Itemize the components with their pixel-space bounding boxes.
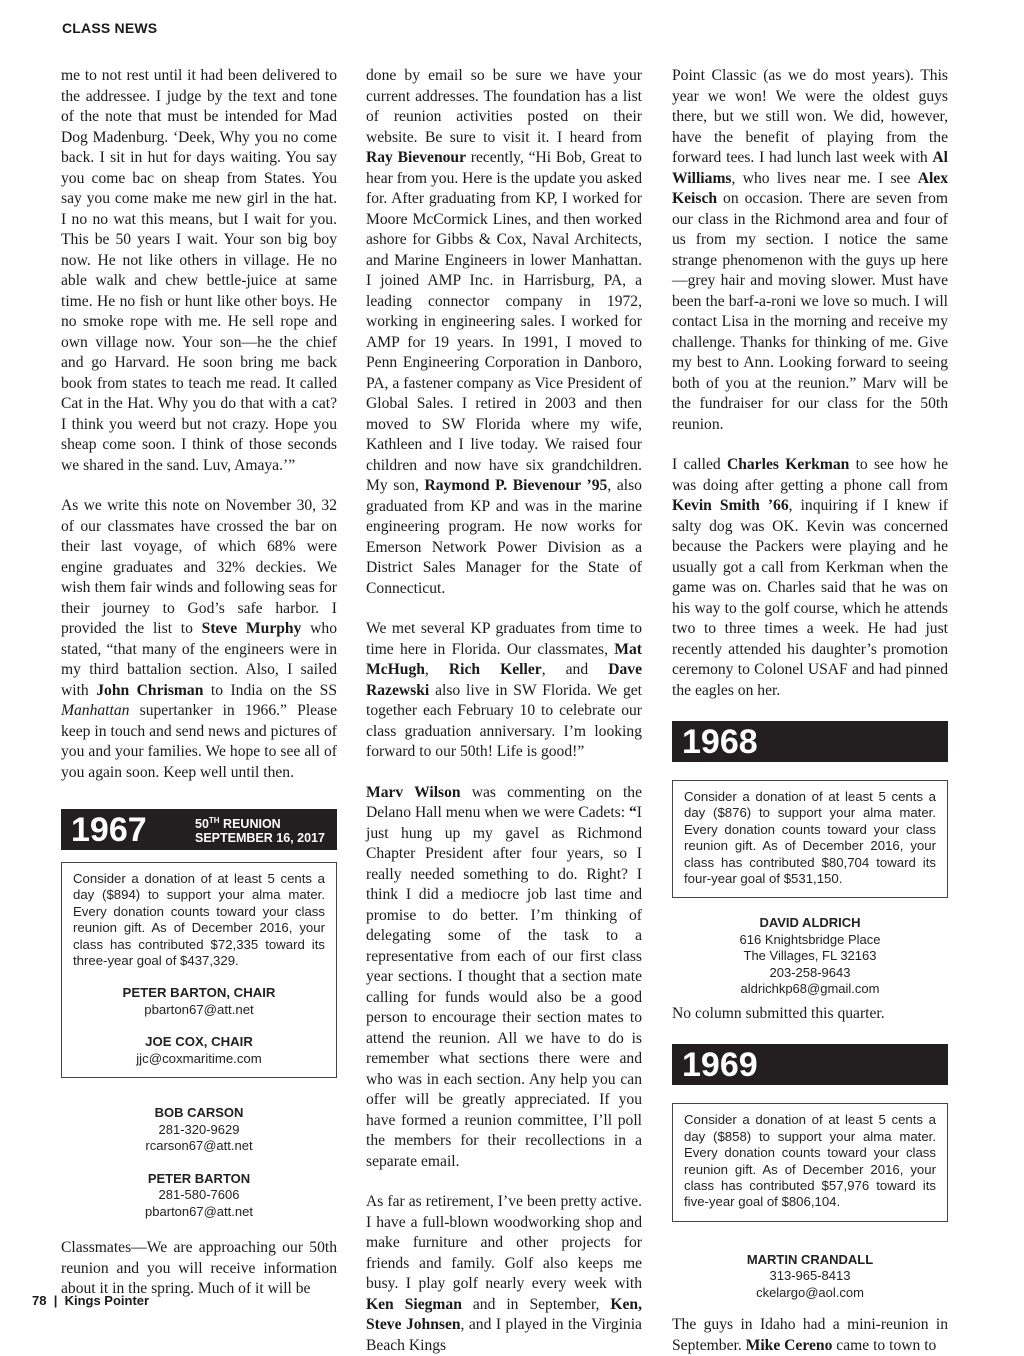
article-paragraph: me to not rest until it had been delivered to the addressee. I judge by the text and tone of the note that must be intended for Mad Dog Madenburg. ‘Deek, Why you no come back. I sit in hut for days waiting. You say you come bac on sheap from States. You say you come make me new girl in the hat. I no no wat this means, but I wait for you. This be 50 years I wait. Your son big boy now. He not like others in village. He no able walk and chew bettle-juice at same time. He no fish or hunt like other boys. He no smoke rope with me. He sell rope and own village now. Your son—he the chief and go Harvard. He soon bring me back book from states to teach me read. It called Cat in the Hat. Why you do that with a cat? I think you weerd but not crazy. Hope you sheap come soon. I think of those seconds we shared in the sand. Luv, Amaya.’”	[61, 67, 337, 474]
contact-phone: 281-320-9629	[158, 1121, 240, 1137]
contact-email[interactable]: pbarton67@att.net	[145, 1203, 253, 1219]
reunion-label: 50TH REUNION SEPTEMBER 16, 2017	[195, 816, 325, 846]
classmate-name: John Chrisman	[96, 681, 204, 699]
article-paragraph: As far as retirement, I’ve been pretty active. I have a full-blown woodworking shop and make furniture and other projects for friends and family. Golf also keeps me busy. I play golf nearly every week with Ken Siegman and in September, Ken, Steve Johnsen, and I played in the Virginia Beach Kings	[366, 1193, 642, 1354]
contact-phone: 313-965-8413	[769, 1268, 851, 1284]
donation-box-1969	[672, 1103, 948, 1221]
donation-text: Consider a donation of at least 5 cents a day ($894) to support your alma mater. Every donation counts toward your class reunion gift. As of December 2016, your class has contributed $72,335 toward its three-year goal of $437,329.	[73, 871, 325, 969]
contact-address: The Villages, FL 32163	[743, 948, 877, 964]
classmate-name: Ken Siegman	[366, 1295, 462, 1313]
donation-text: Consider a donation of at least 5 cents a day ($858) to support your alma mater. Every donation counts toward your class reunion gift. As of December 2016, your class has contributed $57,976 toward its five-year goal of $806,104.	[684, 1112, 936, 1210]
article-paragraph: The guys in Idaho had a mini-reunion in September. Mike Cereno came to town to	[672, 1316, 948, 1354]
contact-block	[672, 1252, 948, 1302]
contact-name: PETER BARTON	[147, 1170, 251, 1186]
ship-name: Manhattan	[61, 702, 130, 719]
class-1967-banner	[61, 809, 337, 850]
chair-name: PETER BARTON, CHAIR	[122, 985, 276, 1001]
article-paragraph: As we write this note on November 30, 32 of our classmates have crossed the bar on their last voyage, of which 68% were engine graduates and 32% deckies. We wish them fair winds and following seas for their journey to God’s safe harbor. I provided the list to Steve Murphy who stated, “that many of the engineers were in my third battalion section. Also, I sailed with John Chrisman to India on the SS Manhattan supertanker in 1966.” Please keep in touch and send news and pictures of you and your families. We hope to see all of you again soon. Keep well until then.	[61, 497, 337, 781]
classmate-name: Kevin Smith ’66	[672, 497, 789, 514]
page-number: 78	[32, 1293, 47, 1308]
article-paragraph: Marv Wilson was commenting on the Delano Hall menu when we were Cadets: “I just hung up my gavel as Richmond Chapter President after four years, so I really needed something to do. Right? I think I did a mediocre job last time and promise to do better. I’m thinking of delegating some of the task to a representative from each of our first class year sections. I thought that a section mate calling for funds would also be a good person to encourage their section mates to attend the reunion. All we have to do is remember what sections there were and who was in each section. Any help you can offer will be greatly appreciated. If you have formed a reunion committee, I’ll poll the members for their recollections in a separate email.	[366, 783, 642, 1170]
contact-address: 616 Knightsbridge Place	[739, 931, 881, 947]
donation-box-1967	[61, 862, 337, 1078]
donation-text: Consider a donation of at least 5 cents a day ($876) to support your alma mater. Every donation counts toward your class reunion gift. As of December 2016, your class has contributed $80,704 toward its four-year goal of $531,150.	[684, 789, 936, 887]
article-paragraph: done by email so be sure we have your current addresses. The foundation has a list of reunion activities posted on their website. Be sure to visit it. I heard from Ray Bievenour recently, “Hi Bob, Great to hear from you. Here is the update you asked for. After graduating from KP, I worked for Moore McCormick Lines, and then worked ashore for Gibbs & Cox, Naval Architects, and Marine Engineers in lower Manhattan. I joined AMP Inc. in Harrisburg, PA, a leading connector company in 1972, working in engineering sales. I worked for AMP for 19 years. In 1991, I moved to Penn Engineering Corporation in Danboro, PA, a fastener company as Vice President of Global Sales. I retired in 2003 and then moved to SW Florida where my wife, Kathleen and I live today. We raised four children and now have six grandchildren. My son, Raymond P. Bievenour ’95, also graduated from KP and was in the marine engineering program. He now works for Emerson Network Power Division as a District Sales Manager for the State of Connecticut.	[366, 67, 642, 597]
donation-box-1968	[672, 780, 948, 898]
class-year: 1969	[682, 1046, 758, 1085]
class-1968-banner	[672, 721, 948, 762]
classmate-name: Charles Kerkman	[726, 456, 850, 473]
classmate-name: Ken, Steve Johnsen	[366, 1295, 642, 1333]
contact-name: BOB CARSON	[154, 1105, 244, 1121]
reunion-date: SEPTEMBER 16, 2017	[195, 831, 325, 846]
classmate-name: Raymond P. Bievenour ’95	[424, 477, 608, 494]
classmate-name: Marv Wilson	[366, 783, 461, 801]
classmate-name: Steve Murphy	[201, 620, 302, 637]
chair-email[interactable]: jjc@coxmaritime.com	[136, 1050, 262, 1066]
classmate-name: Alex Keisch	[672, 169, 948, 207]
classmate-name: Al Williams	[672, 149, 948, 187]
article-paragraph: Classmates—We are approaching our 50th reunion and you will receive information about it in the spring. Much of it will be	[61, 1239, 337, 1298]
contact-block	[61, 1105, 337, 1220]
classmate-name: Mat McHugh	[366, 640, 642, 678]
classmate-name: Rich Keller	[448, 661, 542, 678]
contact-name: MARTIN CRANDALL	[746, 1251, 874, 1267]
classmate-name: Ray Bievenour	[366, 149, 467, 166]
contact-email[interactable]: aldrichkp68@gmail.com	[740, 981, 880, 997]
classmate-name: Mike Cereno	[745, 1336, 833, 1354]
column-2	[366, 66, 642, 1356]
contact-phone: 203-258-9643	[769, 964, 851, 980]
article-paragraph: I called Charles Kerkman to see how he was doing after getting a phone call from Kevin Smith ’66, inquiring if I knew if salty dog was OK. Kevin was concerned because the Packers were playing and he usually got a call from Kerkman when the game was on. Charles said that he was on his way to the golf course, which he attends two to three times a week. He had just recently attended his daughter’s promotion ceremony to Colonel USAF and had pinned the eagles on her.	[672, 456, 949, 699]
column-1	[61, 66, 337, 1300]
class-1969-banner	[672, 1044, 948, 1085]
contact-email[interactable]: rcarson67@att.net	[145, 1138, 253, 1154]
contact-phone: 281-580-7606	[158, 1187, 240, 1203]
class-year: 1968	[682, 723, 758, 761]
article-paragraph: Point Classic (as we do most years). This year we won! We were the oldest guys there, but we still won. We did, however, have the benefit of playing from the forward tees. I had lunch last week with Al Williams, who lives near me. I see Alex Keisch on occasion. There are seven from our class in the Richmond area and four of us from my section. I notice the same strange phenomenon with the guys up here—grey hair and moving slower. Must have been the barf-a-roni we love so much. I will contact Lisa in the morning and receive my challenge. Thanks for thinking of me. Give my best to Ann. Looking forward to seeing both of you at the reunion.” Marv will be the fundraiser for our class for the 50th reunion.	[672, 67, 948, 433]
chair-name: JOE COX, CHAIR	[145, 1034, 253, 1050]
column-3	[672, 66, 948, 1356]
contact-email[interactable]: ckelargo@aol.com	[756, 1284, 864, 1300]
section-header: CLASS NEWS	[62, 20, 158, 36]
publication-name: Kings Pointer	[64, 1293, 150, 1308]
contact-block	[672, 915, 948, 998]
article-paragraph: We met several KP graduates from time to time here in Florida. Our classmates, Mat McHugh, Rich Keller, and Dave Razewski also live in SW Florida. We get together each February 10 to celebrate our class graduation anniversary. I’m looking forward to our 50th! Life is good!”	[366, 620, 642, 760]
no-column-note: No column submitted this quarter.	[672, 1004, 885, 1022]
classmate-name: Dave Razewski	[366, 661, 642, 699]
class-year: 1967	[71, 811, 147, 849]
page-footer: 78 | Kings Pointer	[32, 1293, 150, 1308]
contact-name: DAVID ALDRICH	[759, 915, 861, 931]
chair-email[interactable]: pbarton67@att.net	[144, 1001, 254, 1017]
